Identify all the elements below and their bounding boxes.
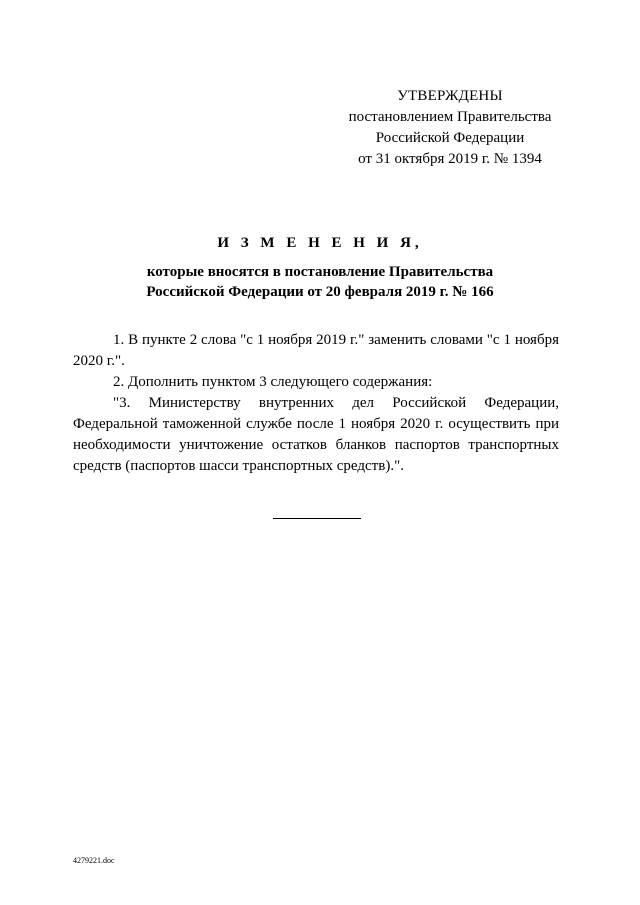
document-subtitle-line-1: которые вносятся в постановление Правительства (146, 264, 494, 280)
document-heading (60, 232, 580, 302)
paragraph-3: "3. Министерству внутренних дел Российской Федерации, Федеральной таможенной службе после 1 ноября 2020 г. осуществить при необходимости уничтожение остатков бланков паспортов транспортных средств (паспортов шасси транспортных средств).". (73, 395, 559, 474)
approval-block (300, 86, 600, 170)
approval-heading: УТВЕРЖДЕНЫ (397, 88, 503, 104)
end-divider (273, 518, 361, 519)
approval-line-1: постановлением Правительства (348, 109, 552, 125)
document-title: И З М Е Н Е Н И Я, (217, 235, 423, 251)
approval-line-2: Российской Федерации (375, 130, 525, 146)
approval-line-3: от 31 октября 2019 г. № 1394 (358, 151, 542, 167)
paragraph-2: 2. Дополнить пунктом 3 следующего содержания: (113, 374, 433, 390)
document-subtitle-line-2: Российской Федерации от 20 февраля 2019 г. № 166 (146, 284, 494, 300)
file-identifier: 4279221.doc (73, 856, 115, 865)
paragraph-1: 1. В пункте 2 слова "с 1 ноября 2019 г." заменить словами "с 1 ноября 2020 г.". (73, 332, 559, 369)
document-body (73, 330, 559, 477)
